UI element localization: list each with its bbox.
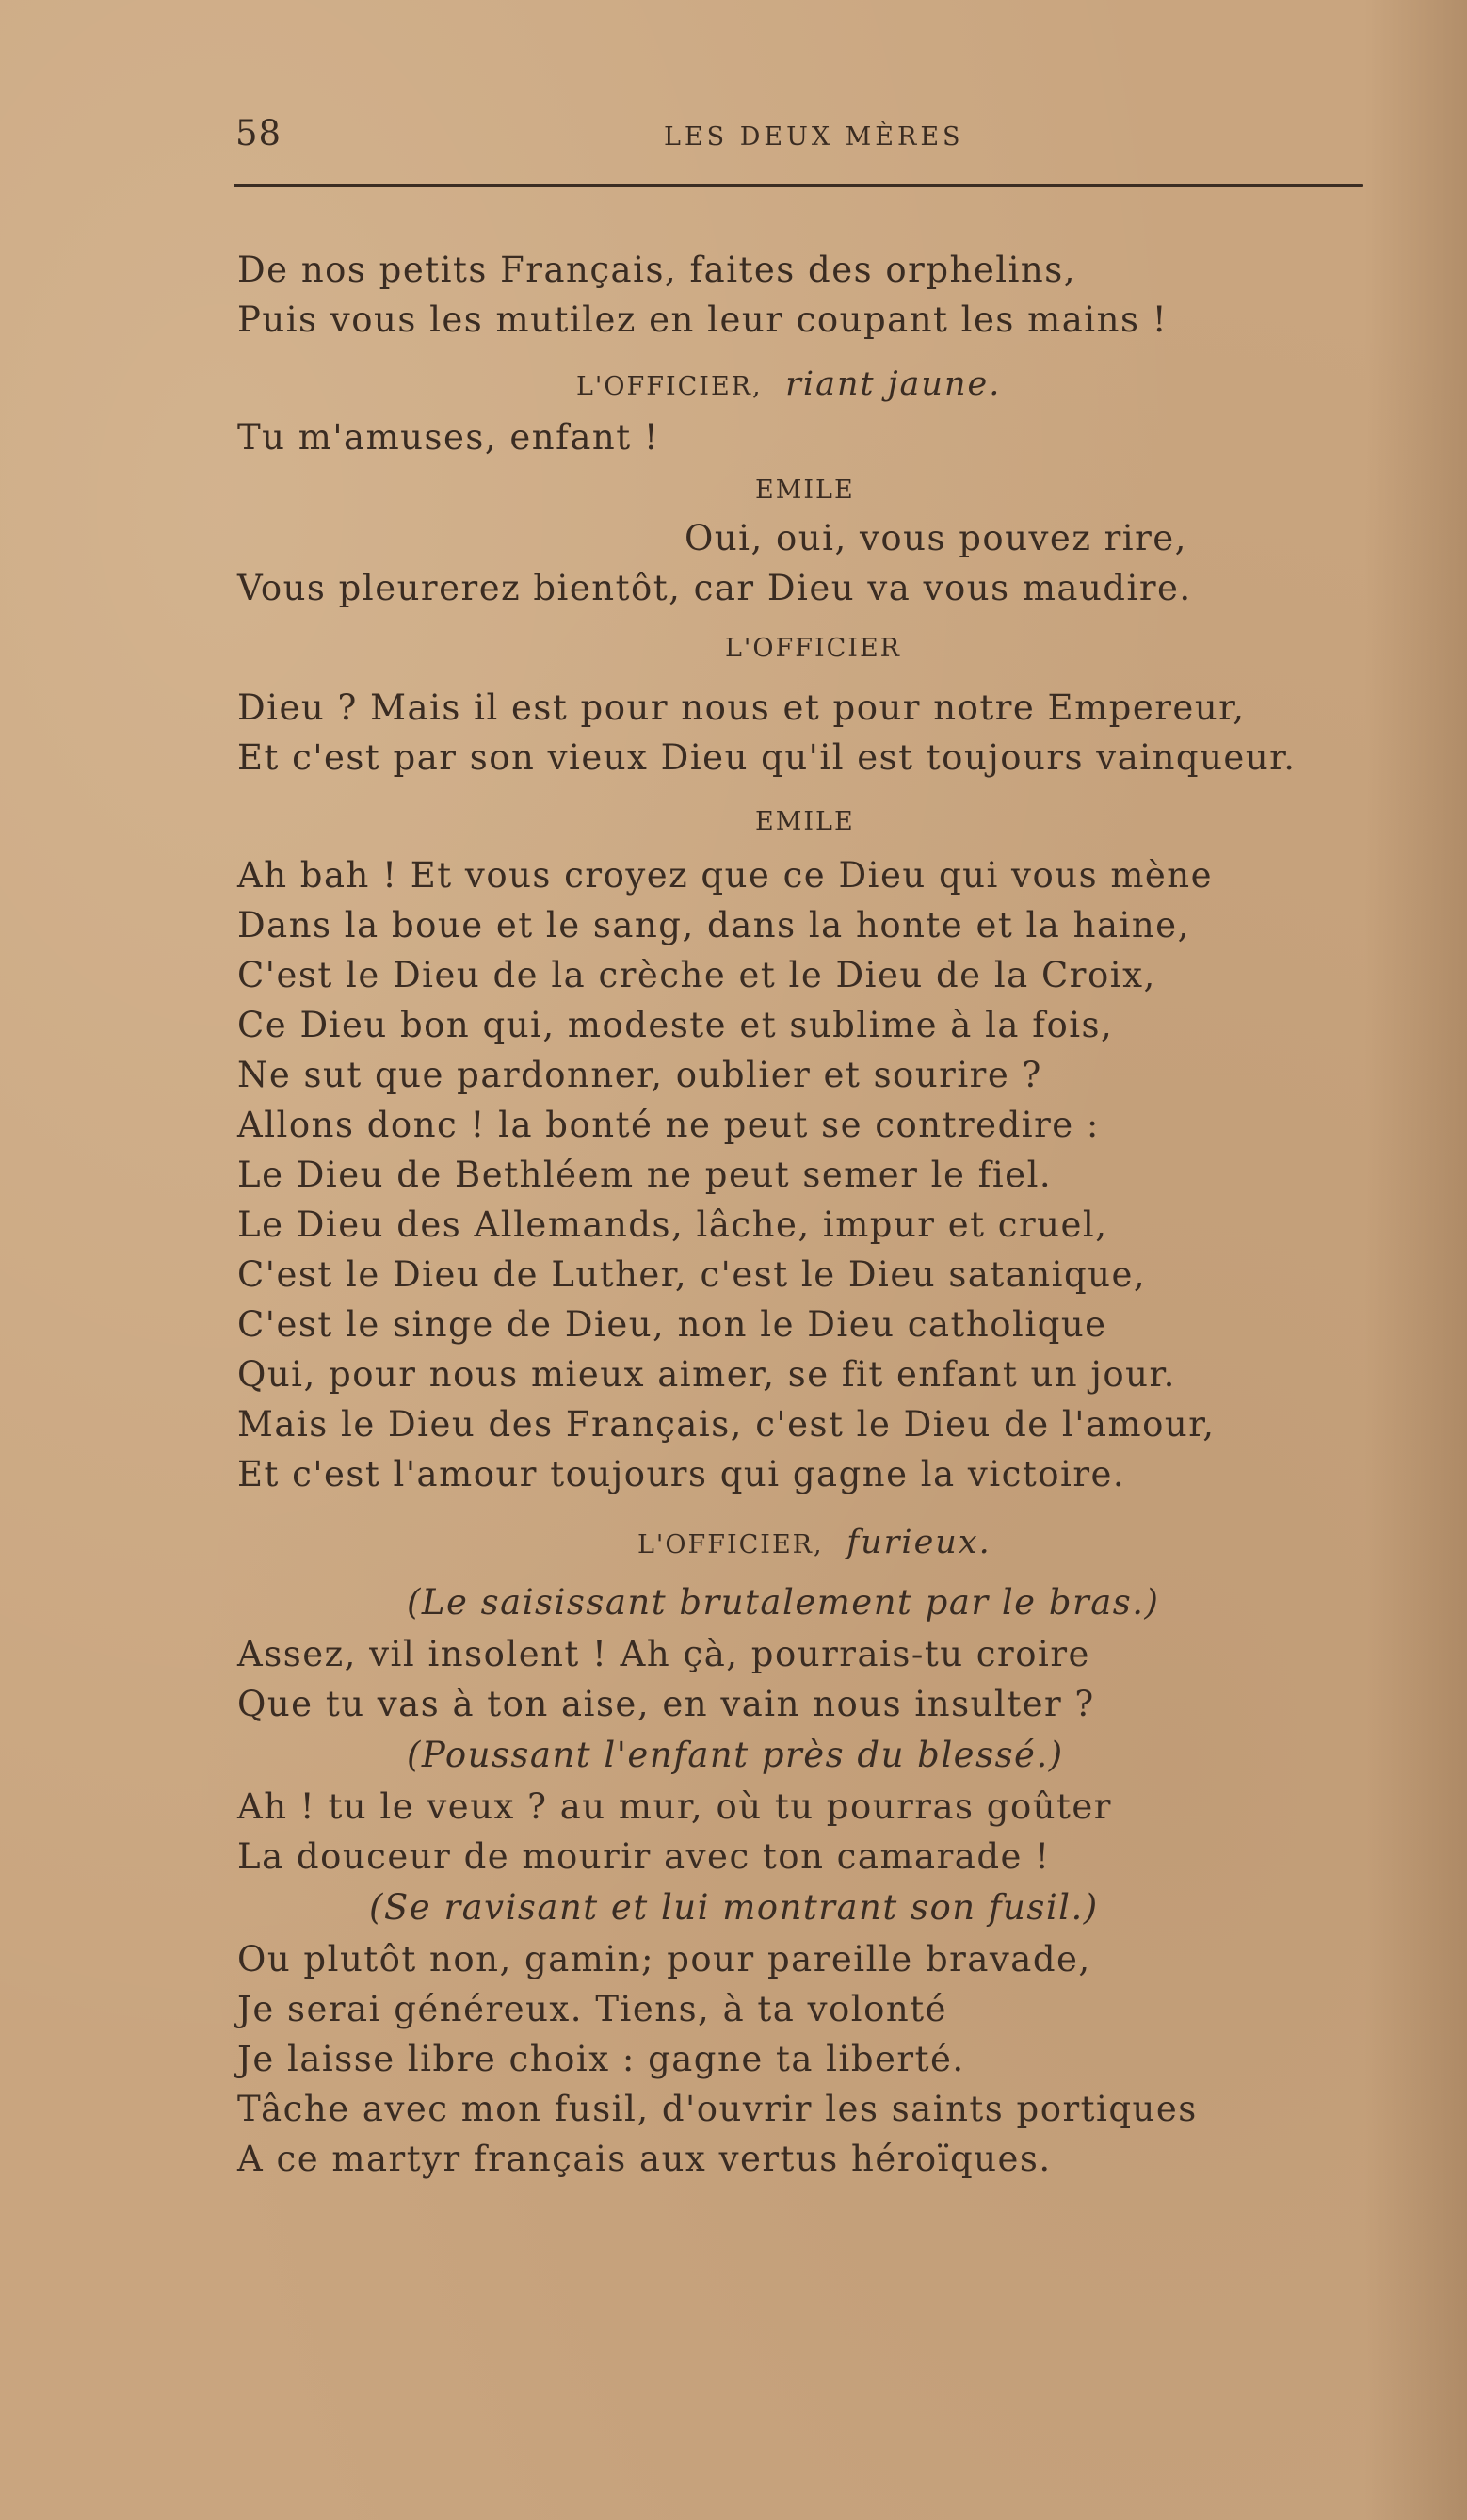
verse-line: Vous pleurerez bientôt, car Dieu va vous maudire. [237,568,1192,608]
speaker-name: L'OFFICIER, [637,1530,824,1559]
verse-line: Dans la boue et le sang, dans la honte et la haine, [237,905,1190,945]
running-title: LES DEUX MÈRES [664,122,964,152]
stage-direction: (Se ravisant et lui montrant son fusil.) [369,1887,1099,1928]
speaker-name: L'OFFICIER, [576,372,763,401]
speaker-name: L'OFFICIER [725,634,901,663]
verse-line: Je serai généreux. Tiens, à ta volonté [237,1989,947,2029]
speaker-heading [237,626,1424,671]
verse-line: Puis vous les mutilez en leur coupant les mains ! [237,299,1169,340]
verse-line: Ne sut que pardonner, oublier et sourire ? [237,1055,1042,1095]
stage-direction: furieux. [846,1524,991,1561]
verse-line: Tu m'amuses, enfant ! [237,417,660,458]
verse-line: Que tu vas à ton aise, en vain nous insulter ? [237,1684,1095,1724]
verse-line: A ce martyr français aux vertus héroïques. [237,2139,1052,2179]
verse-line: Et c'est l'amour toujours qui gagne la victoire. [237,1454,1126,1494]
verse-line: Ce Dieu bon qui, modeste et sublime à la fois, [237,1005,1114,1045]
verse-line: Allons donc ! la bonté ne peut se contredire : [237,1105,1100,1145]
speaker-name: EMILE [755,476,855,505]
verse-line: La douceur de mourir avec ton camarade ! [237,1836,1051,1877]
speaker-name: EMILE [755,807,855,836]
verse-line: C'est le Dieu de Luther, c'est le Dieu satanique, [237,1254,1147,1295]
verse-line: C'est le singe de Dieu, non le Dieu catholique [237,1304,1107,1345]
speaker-heading [237,1520,1424,1565]
speaker-heading [237,800,1424,845]
verse-line: Ah bah ! Et vous croyez que ce Dieu qui vous mène [237,855,1214,896]
speaker-heading [237,362,1424,407]
stage-direction: (Le saisissant brutalement par le bras.) [407,1582,1160,1623]
verse-line: Et c'est par son vieux Dieu qu'il est toujours vainqueur. [237,737,1297,778]
verse-line: Mais le Dieu des Français, c'est le Dieu de l'amour, [237,1404,1216,1445]
verse-line: Le Dieu des Allemands, lâche, impur et cruel, [237,1204,1108,1245]
page-header [235,113,1365,160]
verse-line: Ou plutôt non, gamin; pour pareille bravade, [237,1939,1091,1979]
stage-direction: (Poussant l'enfant près du blessé.) [407,1735,1064,1775]
verse-line: De nos petits Français, faites des orphelins, [237,250,1077,290]
verse-line: Assez, vil insolent ! Ah çà, pourrais-tu croire [237,1634,1090,1674]
header-rule [234,184,1363,187]
verse-line: Je laisse libre choix : gagne ta liberté. [237,2039,965,2079]
verse-line: Dieu ? Mais il est pour nous et pour notre Empereur, [237,687,1246,728]
verse-line: Qui, pour nous mieux aimer, se fit enfant un jour. [237,1354,1176,1395]
verse-line: Oui, oui, vous pouvez rire, [685,518,1187,558]
stage-direction: riant jaune. [785,365,1002,403]
verse-line: Tâche avec mon fusil, d'ouvrir les saints portiques [237,2089,1198,2129]
verse-line: Ah ! tu le veux ? au mur, où tu pourras goûter [237,1786,1112,1827]
verse-text [237,245,1424,2184]
speaker-heading [237,468,1424,513]
verse-line: Le Dieu de Bethléem ne peut semer le fiel. [237,1155,1053,1195]
page-number: 58 [235,113,282,153]
verse-line: C'est le Dieu de la crèche et le Dieu de la Croix, [237,955,1156,995]
